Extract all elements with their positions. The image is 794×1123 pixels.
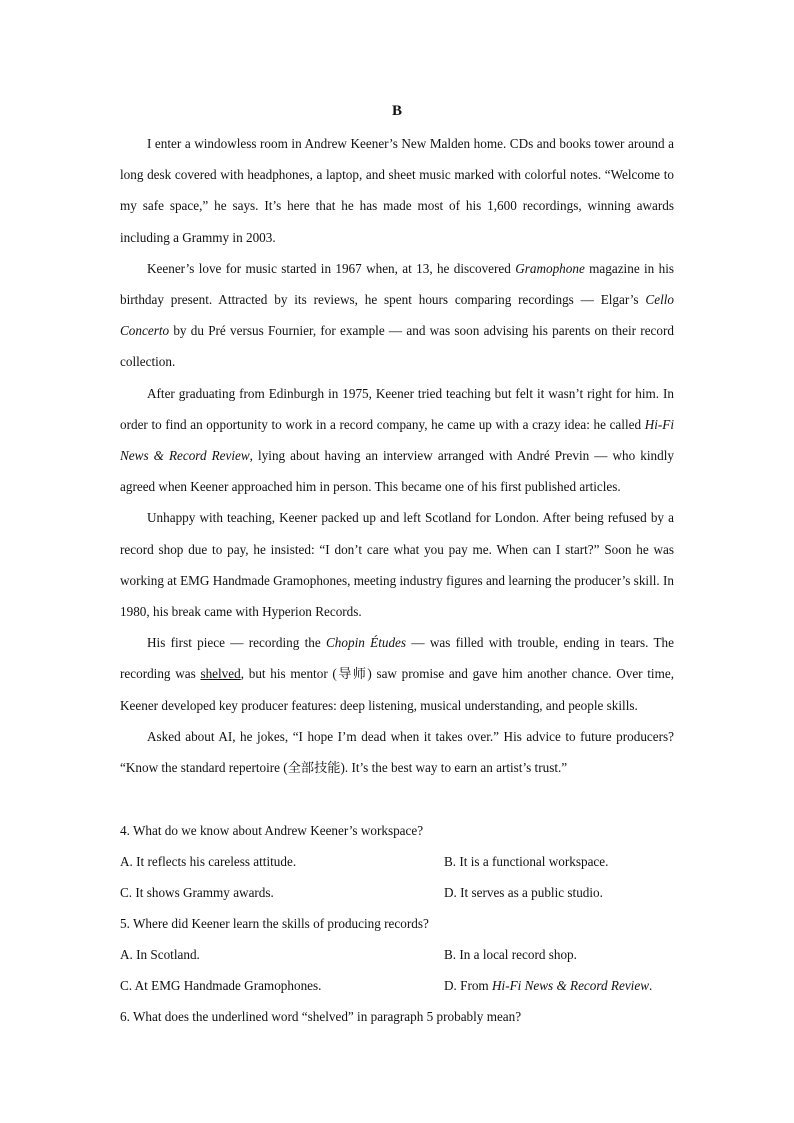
work-title: Cello Concerto <box>120 292 674 339</box>
underlined-word: shelved <box>200 666 241 682</box>
paragraph-2-text-c: magazine in his birthday present. Attracted by its reviews, he spent hours comparing recordings — Elgar’s <box>120 260 674 308</box>
paragraph-5-text-e: , but his mentor (导师) saw promise and gave him another chance. Over time, Keener developed key producer features: deep listening, musical understanding, and people skills. <box>120 666 674 713</box>
question-5-option-a[interactable]: A. In Scotland. <box>120 947 200 962</box>
question-4-option-b[interactable]: B. It is a functional workspace. <box>444 854 609 869</box>
question-5-option-d-title: Hi-Fi News & Record Review <box>492 978 649 993</box>
paragraph-2-text-a: Keener’s love for music started in 1967 when, at 13, he discovered <box>147 260 516 276</box>
question-5-option-d-suffix: . <box>649 978 653 993</box>
paragraph-6: Asked about AI, he jokes, “I hope I’m dead when it takes over.” His advice to future producers? “Know the standard repertoire (全部技能). It’s the best way to earn an artist’s trust.” <box>120 728 674 776</box>
question-5-option-d-prefix: D. From <box>444 978 492 993</box>
question-4-options-row-1 <box>120 846 680 877</box>
question-6-stem: 6. What does the underlined word “shelved” in paragraph 5 probably mean? <box>120 1009 522 1024</box>
question-5-option-d[interactable] <box>444 970 680 1001</box>
paragraph-3 <box>120 378 674 503</box>
question-list <box>120 815 680 1032</box>
paragraph-2-text-e: by du Pré versus Fournier, for example — and was soon advising his parents on their record collection. <box>120 323 674 370</box>
section-title: B <box>391 103 402 119</box>
magazine-title: Gramophone <box>515 260 585 276</box>
paragraph-3-text-c: , lying about having an interview arranged with André Previn — who kindly agreed when Keener approached him in person. This became one of his first published articles. <box>120 448 674 495</box>
question-4-option-c[interactable]: C. It shows Grammy awards. <box>120 885 274 900</box>
recording-title: Chopin Études <box>326 635 407 651</box>
question-5-option-b[interactable]: B. In a local record shop. <box>444 947 577 962</box>
paragraph-4: Unhappy with teaching, Keener packed up and left Scotland for London. After being refused by a record shop due to pay, he insisted: “I don’t care what you pay me. When can I start?” Soon he was working at EMG Handmade Gramophones, meeting industry figures and learning the producer’s skill. In 1980, his break came with Hyperion Records. <box>120 510 674 620</box>
question-4-options-row-2 <box>120 877 680 908</box>
paragraph-1: I enter a windowless room in Andrew Keener’s New Malden home. CDs and books tower around a long desk covered with headphones, a laptop, and sheet music marked with colorful notes. “Welcome to my safe space,” he says. It’s here that he has made most of his 1,600 recordings, winning awards including a Grammy in 2003. <box>120 136 674 245</box>
question-5-options-row-2 <box>120 970 680 1001</box>
question-4-stem: 4. What do we know about Andrew Keener’s workspace? <box>120 823 424 838</box>
paragraph-2 <box>120 253 674 378</box>
question-4-option-a[interactable]: A. It reflects his careless attitude. <box>120 854 297 869</box>
paragraph-5-text-c: — was filled with trouble, ending in tears. The recording was <box>120 635 674 682</box>
paragraph-5 <box>120 627 674 721</box>
question-4-option-d[interactable]: D. It serves as a public studio. <box>444 885 603 900</box>
question-5-option-c[interactable]: C. At EMG Handmade Gramophones. <box>120 978 322 993</box>
reading-passage <box>120 128 674 783</box>
question-5-stem: 5. Where did Keener learn the skills of producing records? <box>120 916 429 931</box>
paragraph-3-text-a: After graduating from Edinburgh in 1975, Keener tried teaching but felt it wasn’t right for him. In order to find an opportunity to work in a record company, he came up with a crazy idea: he called <box>120 385 674 432</box>
publication-title: Hi-Fi News & Record Review <box>120 416 674 464</box>
question-5-options-row-1 <box>120 939 680 970</box>
paragraph-5-text-a: His first piece — recording the <box>147 635 327 651</box>
